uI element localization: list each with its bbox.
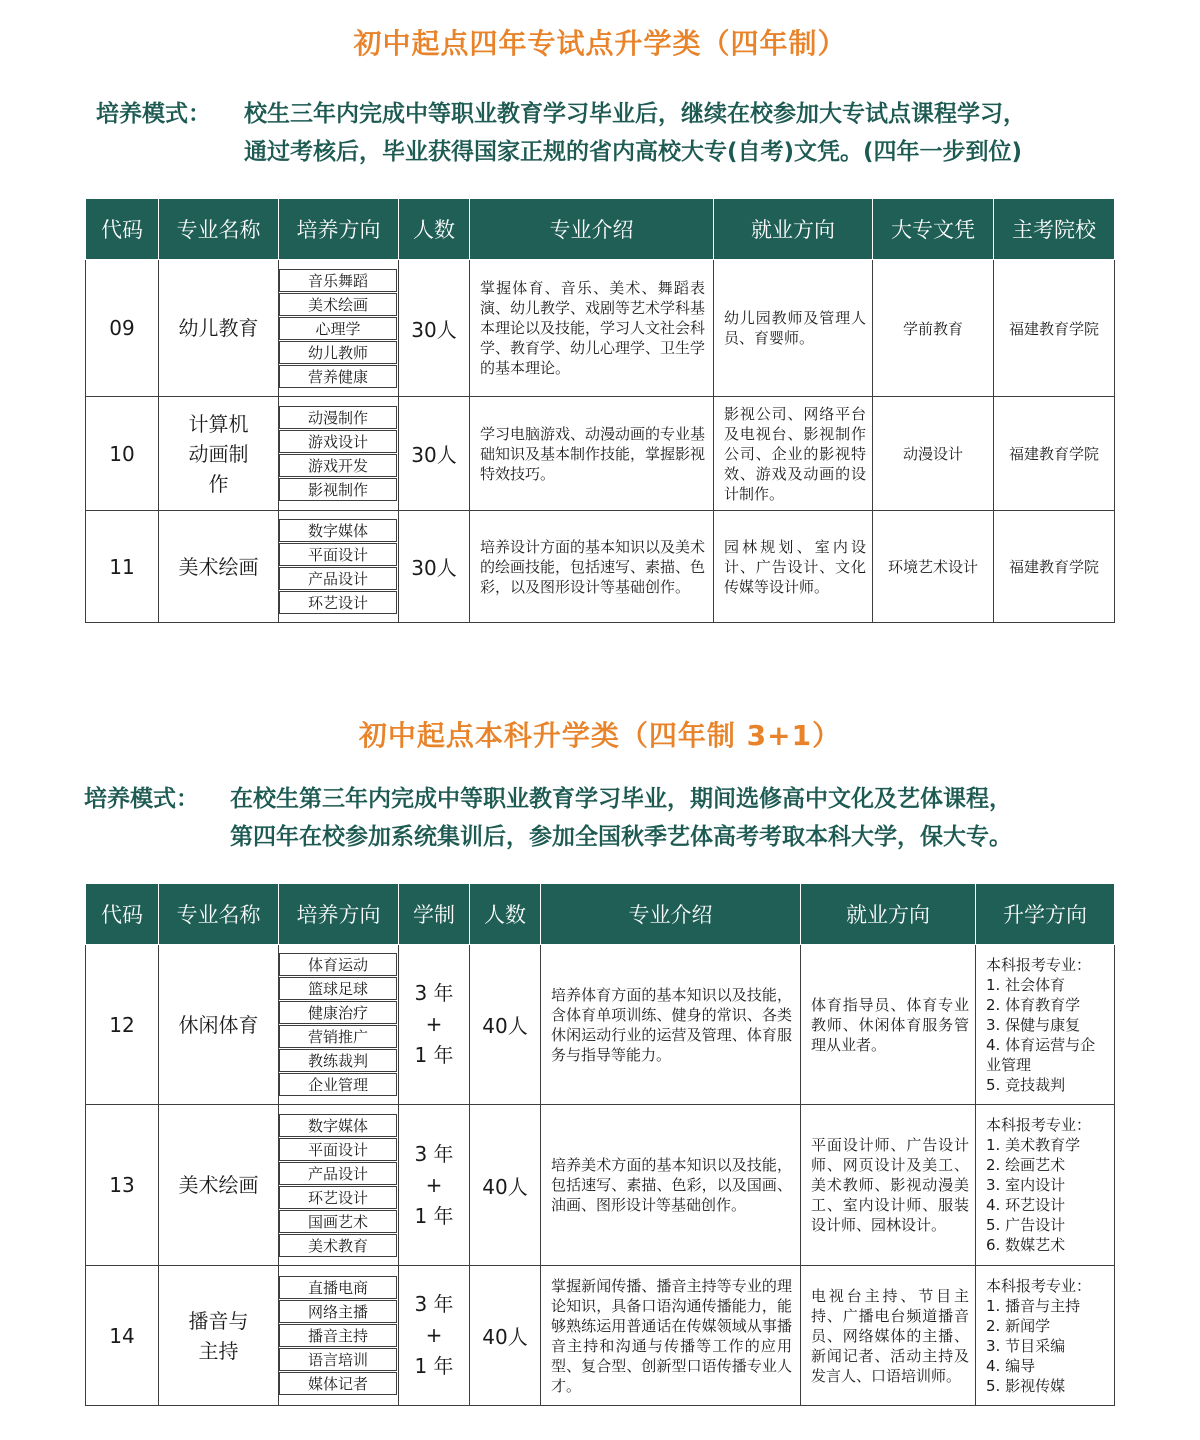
jobs-cell: 电视台主持、节目主持、广播电台频道播音员、网络媒体的主播、新闻记者、活动主持及发言人、口语培训师。 [801,1266,976,1406]
direction-item: 平面设计 [279,1138,397,1161]
further-study-cell [976,1266,1115,1406]
count-cell: 40人 [470,1105,541,1266]
section1-title: 初中起点四年专试点升学类（四年制） [353,27,847,60]
intro-cell: 培养设计方面的基本知识以及美术的绘画技能，包括速写、素描、色彩，以及图形设计等基础创作。 [470,511,714,623]
intro-cell: 学习电脑游戏、动漫动画的专业基础知识及基本制作技能，掌握影视特效技巧。 [470,397,714,511]
major-item: 4. 体育运营与企业管理 [986,1035,1096,1074]
major-item: 2. 新闻学 [986,1316,1051,1335]
sys-line: + [425,1323,443,1347]
up-label: 本科报考专业： [986,1276,1092,1295]
major-item: 5. 影视传媒 [986,1376,1066,1395]
major-item: 1. 播音与主持 [986,1296,1081,1315]
direction-item: 产品设计 [279,1162,397,1185]
mode-line-2: 第四年在校参加系统集训后，参加全国秋季艺体高考考取本科大学，保大专。 [230,824,1012,850]
major-name-cell: 播音与主持 [159,1266,279,1406]
direction-item: 影视制作 [279,478,397,501]
direction-item: 企业管理 [279,1073,397,1096]
section2-title: 初中起点本科升学类（四年制 3+1） [358,719,842,752]
further-study-cell [976,945,1115,1105]
code-cell: 12 [86,945,159,1105]
up-label: 本科报考专业： [986,955,1092,974]
direction-item: 数字媒体 [279,1114,397,1137]
directions-cell [279,1105,399,1266]
header-cell: 代码 [86,199,159,260]
major-item: 1. 社会体育 [986,975,1066,994]
header-cell: 学制 [399,884,470,945]
direction-item: 语言培训 [279,1348,397,1371]
direction-item: 美术绘画 [279,293,397,316]
table-row [86,511,1115,623]
count-cell: 40人 [470,1266,541,1406]
major-item: 3. 保健与康复 [986,1015,1081,1034]
header-cell: 培养方向 [279,199,399,260]
header-cell: 主考院校 [994,199,1115,260]
jobs-cell: 园林规划、室内设计、广告设计、文化传媒等设计师。 [714,511,873,623]
direction-item: 产品设计 [279,567,397,590]
direction-item: 体育运动 [279,953,397,976]
sys-line: 1 年 [414,1043,454,1067]
count-cell: 30人 [399,511,470,623]
direction-item: 网络主播 [279,1300,397,1323]
direction-item: 健康治疗 [279,1001,397,1024]
intro-cell: 掌握体育、音乐、美术、舞蹈表演、幼儿教学、戏剧等艺术学科基本理论以及技能，学习人文社会科学、教育学、幼儿心理学、卫生学的基本理论。 [470,260,714,397]
direction-item: 美术教育 [279,1234,397,1257]
direction-item: 教练裁判 [279,1049,397,1072]
count-cell: 40人 [470,945,541,1105]
code-cell: 11 [86,511,159,623]
table-header-row [86,199,1115,260]
study-system-cell [399,1105,470,1266]
mode-label: 培养模式： [84,786,199,812]
table-row [86,1105,1115,1266]
header-cell: 专业名称 [159,199,279,260]
code-cell: 09 [86,260,159,397]
major-item: 3. 室内设计 [986,1176,1066,1194]
section2-table [85,883,1115,1406]
direction-item: 篮球足球 [279,977,397,1000]
section1-mode [96,95,1126,175]
intro-cell: 培养体育方面的基本知识以及技能，含体育单项训练、健身的常识、各类休闲运动行业的运营及管理、体育服务与指导等能力。 [541,945,801,1105]
code-cell: 14 [86,1266,159,1406]
direction-item: 环艺设计 [279,591,397,614]
major-name-cell: 计算机动画制作 [159,397,279,511]
direction-item: 幼儿教师 [279,341,397,364]
header-cell: 大专文凭 [873,199,994,260]
count-cell: 30人 [399,260,470,397]
direction-item: 音乐舞蹈 [279,269,397,292]
school-cell: 福建教育学院 [994,260,1115,397]
sys-line: 1 年 [414,1203,454,1228]
direction-item: 动漫制作 [279,406,397,429]
major-name-cell: 美术绘画 [159,1105,279,1266]
table-row [86,397,1115,511]
directions-cell [279,260,399,397]
direction-item: 营销推广 [279,1025,397,1048]
header-cell: 专业名称 [159,884,279,945]
diploma-cell: 动漫设计 [873,397,994,511]
major-name-cell: 美术绘画 [159,511,279,623]
direction-item: 直播电商 [279,1276,397,1299]
sys-line: 3 年 [414,1292,454,1316]
mode-line-1: 在校生第三年内完成中等职业教育学习毕业，期间选修高中文化及艺体课程， [230,786,1012,812]
count-cell: 30人 [399,397,470,511]
sys-line: + [425,1172,443,1197]
major-item: 5. 竞技裁判 [986,1075,1066,1094]
header-cell: 培养方向 [279,884,399,945]
direction-item: 媒体记者 [279,1372,397,1395]
directions-cell [279,1266,399,1406]
school-cell: 福建教育学院 [994,397,1115,511]
header-cell: 就业方向 [714,199,873,260]
diploma-cell: 环境艺术设计 [873,511,994,623]
direction-item: 播音主持 [279,1324,397,1347]
major-item: 3. 节目采编 [986,1336,1066,1355]
direction-item: 心理学 [279,317,397,340]
sys-line: + [425,1012,443,1036]
major-item: 4. 编导 [986,1356,1036,1375]
up-label: 本科报考专业： [986,1116,1092,1134]
sys-line: 3 年 [414,1141,454,1166]
sys-line: 3 年 [414,981,454,1005]
study-system-cell [399,1266,470,1406]
table-row [86,260,1115,397]
table-row [86,1266,1115,1406]
jobs-cell: 平面设计师、广告设计师、网页设计及美工、美术教师、影视动漫美工、室内设计师、服装设计师、园林设计。 [801,1105,976,1266]
directions-cell [279,945,399,1105]
code-cell: 13 [86,1105,159,1266]
intro-cell: 掌握新闻传播、播音主持等专业的理论知识，具备口语沟通传播能力，能够熟练运用普通话在传媒领域从事播音主持和沟通与传播等工作的应用型、复合型、创新型口语传播专业人才。 [541,1266,801,1406]
intro-cell: 培养美术方面的基本知识以及技能，包括速写、素描、色彩，以及国画、油画、图形设计等基础创作。 [541,1105,801,1266]
school-cell: 福建教育学院 [994,511,1115,623]
mode-line-2: 通过考核后，毕业获得国家正规的省内高校大专(自考)文凭。(四年一步到位) [244,139,1023,165]
direction-item: 数字媒体 [279,519,397,542]
direction-item: 游戏设计 [279,430,397,453]
diploma-cell: 学前教育 [873,260,994,397]
header-cell: 专业介绍 [541,884,801,945]
table-row [86,945,1115,1105]
section1-table [85,198,1115,623]
major-item: 2. 绘画艺术 [986,1156,1066,1174]
header-cell: 升学方向 [976,884,1115,945]
code-cell: 10 [86,397,159,511]
directions-cell [279,397,399,511]
header-cell: 人数 [470,884,541,945]
direction-item: 游戏开发 [279,454,397,477]
study-system-cell [399,945,470,1105]
sys-line: 1 年 [414,1354,454,1378]
header-cell: 专业介绍 [470,199,714,260]
major-name-cell: 幼儿教育 [159,260,279,397]
header-cell: 代码 [86,884,159,945]
header-cell: 就业方向 [801,884,976,945]
further-study-cell [976,1105,1115,1266]
jobs-cell: 体育指导员、体育专业教师、休闲体育服务管理从业者。 [801,945,976,1105]
mode-label: 培养模式： [96,101,211,127]
mode-line-1: 校生三年内完成中等职业教育学习毕业后，继续在校参加大专试点课程学习， [244,101,1026,127]
major-item: 2. 体育教育学 [986,995,1081,1014]
major-item: 4. 环艺设计 [986,1196,1066,1214]
major-item: 5. 广告设计 [986,1216,1066,1234]
major-item: 6. 数媒艺术 [986,1236,1066,1254]
major-item: 1. 美术教育学 [986,1136,1081,1154]
directions-cell [279,511,399,623]
direction-item: 营养健康 [279,365,397,388]
header-cell: 人数 [399,199,470,260]
section2-mode [84,780,1124,860]
direction-item: 平面设计 [279,543,397,566]
jobs-cell: 幼儿园教师及管理人员、育婴师。 [714,260,873,397]
direction-item: 国画艺术 [279,1210,397,1233]
table-header-row [86,884,1115,945]
major-name-cell: 休闲体育 [159,945,279,1105]
direction-item: 环艺设计 [279,1186,397,1209]
jobs-cell: 影视公司、网络平台及电视台、影视制作公司、企业的影视特效、游戏及动画的设计制作。 [714,397,873,511]
